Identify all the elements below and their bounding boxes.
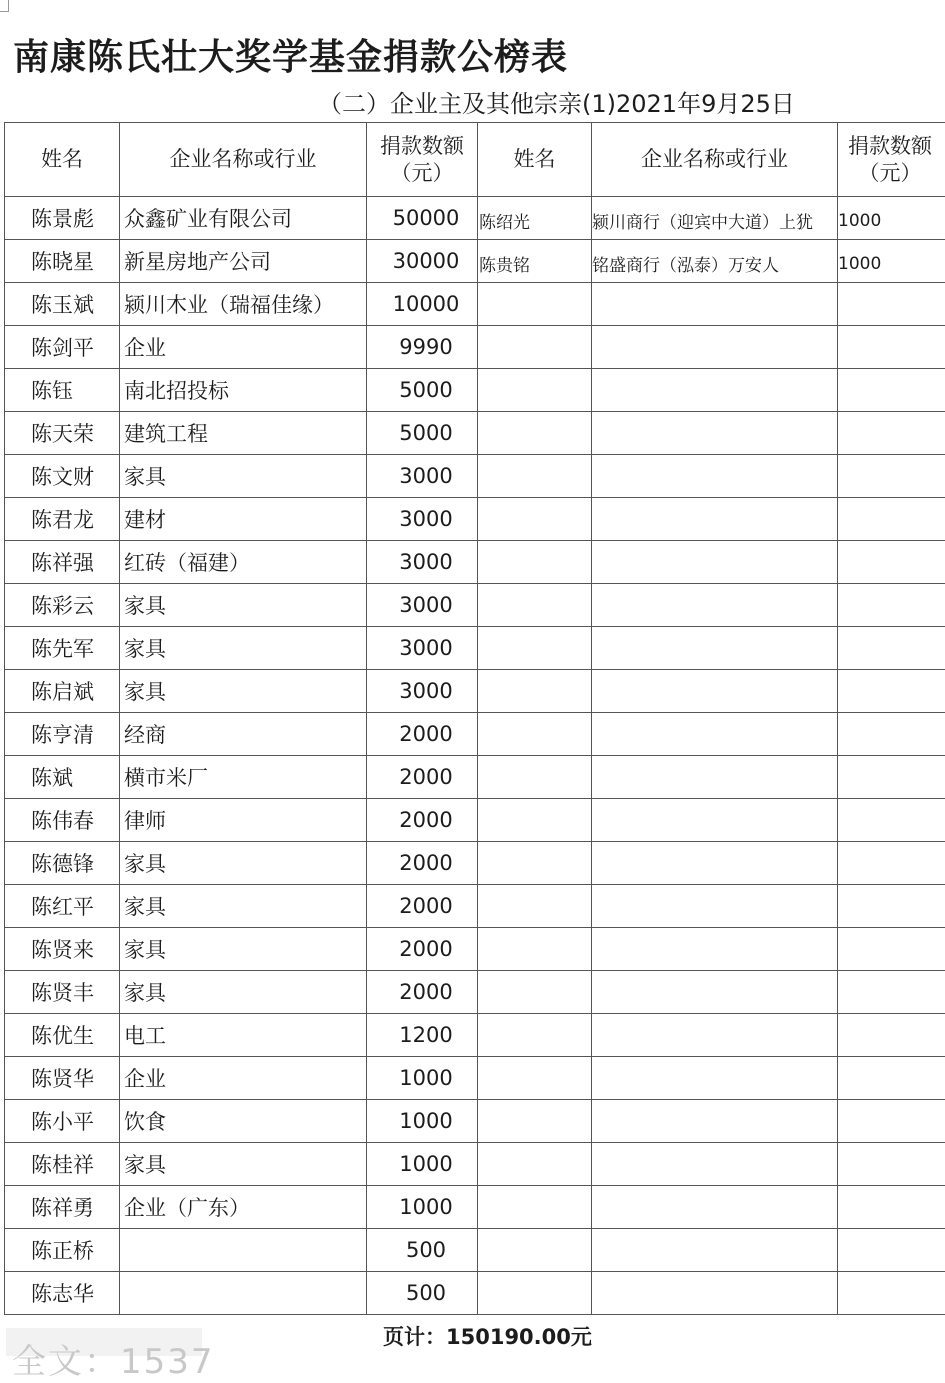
donor-industry: 家具 [124, 852, 166, 876]
donor-industry: 经商 [124, 723, 166, 747]
header-industry-right: 企业名称或行业 [641, 147, 788, 171]
donor-name: 陈伟春 [31, 809, 94, 833]
donor-industry: 企业 [124, 336, 166, 360]
grid-line [366, 122, 367, 1315]
donor-industry: 颍川商行（迎宾中大道）上犹 [592, 213, 813, 233]
donor-name: 陈天荣 [31, 422, 94, 446]
donor-industry: 电工 [124, 1024, 166, 1048]
donation-amount: 5000 [399, 378, 453, 402]
donor-name: 陈景彪 [31, 207, 94, 231]
donor-industry: 家具 [124, 680, 166, 704]
header-name-left: 姓名 [41, 147, 83, 171]
donor-name: 陈启斌 [31, 680, 94, 704]
donor-industry [124, 1229, 364, 1271]
donor-industry: 企业 [124, 1067, 166, 1091]
donation-amount: 5000 [399, 421, 453, 445]
header-amount-left: 捐款数额（元） [380, 134, 464, 185]
donor-name: 陈德锋 [31, 852, 94, 876]
donor-name: 陈钰 [31, 379, 73, 403]
donor-name: 陈亨清 [31, 723, 94, 747]
donor-name: 陈贤华 [31, 1067, 94, 1091]
donor-name: 陈祥勇 [31, 1196, 94, 1220]
donor-name: 陈剑平 [31, 336, 94, 360]
word-count-text: 全文：1537 [12, 1342, 215, 1382]
corner-mark [0, 0, 9, 12]
donor-name: 陈红平 [31, 895, 94, 919]
donor-name: 陈贤来 [31, 938, 94, 962]
donor-name: 陈贵铭 [479, 256, 530, 276]
donation-amount: 2000 [399, 765, 453, 789]
donor-industry: 律师 [124, 809, 166, 833]
donor-industry: 家具 [124, 981, 166, 1005]
donation-amount: 2000 [399, 894, 453, 918]
page-subtitle: （二）企业主及其他宗亲(1)2021年9月25日 [318, 90, 795, 118]
donation-amount: 500 [405, 1281, 447, 1305]
donor-industry: 颍川木业（瑞福佳缘） [124, 293, 334, 317]
donor-name: 陈志华 [31, 1282, 94, 1306]
donor-industry: 家具 [124, 637, 166, 661]
donor-industry [124, 1272, 364, 1314]
donation-amount: 1000 [838, 253, 882, 274]
donation-amount: 1200 [399, 1023, 453, 1047]
donor-name: 陈小平 [31, 1110, 94, 1134]
grid-line [837, 122, 838, 1315]
donor-industry: 家具 [124, 594, 166, 618]
word-count-overlay [6, 1328, 215, 1382]
donor-name: 陈祥强 [31, 551, 94, 575]
donation-amount: 3000 [399, 550, 453, 574]
donor-industry: 南北招投标 [124, 379, 229, 403]
donation-amount: 1000 [399, 1195, 453, 1219]
donor-industry: 建筑工程 [124, 422, 208, 446]
donation-amount: 3000 [399, 679, 453, 703]
donation-amount: 3000 [399, 636, 453, 660]
donation-amount: 2000 [399, 937, 453, 961]
donor-industry: 家具 [124, 1153, 166, 1177]
donor-name: 陈优生 [31, 1024, 94, 1048]
donation-amount: 3000 [399, 507, 453, 531]
donor-name: 陈彩云 [31, 594, 94, 618]
donor-industry: 众鑫矿业有限公司 [124, 207, 292, 231]
donation-amount: 1000 [399, 1152, 453, 1176]
donor-name: 陈先军 [31, 637, 94, 661]
donor-industry: 铭盛商行（泓泰）万安人 [592, 256, 779, 276]
donation-amount: 9990 [399, 335, 453, 359]
donor-name: 陈正桥 [31, 1239, 94, 1263]
donation-amount: 2000 [399, 808, 453, 832]
grid-line [4, 1314, 945, 1315]
donor-name: 陈文财 [31, 465, 94, 489]
donor-name: 陈晓星 [31, 250, 94, 274]
grid-line [591, 122, 592, 1315]
donation-amount: 2000 [399, 722, 453, 746]
donation-amount: 30000 [392, 249, 460, 273]
donation-amount: 1000 [399, 1109, 453, 1133]
page-title: 南康陈氏壮大奖学基金捐款公榜表 [13, 37, 569, 78]
donor-name: 陈绍光 [479, 213, 530, 233]
donation-amount: 10000 [392, 292, 460, 316]
donor-name: 陈贤丰 [31, 981, 94, 1005]
header-industry-left: 企业名称或行业 [169, 147, 317, 171]
donor-name: 陈玉斌 [31, 293, 94, 317]
donor-industry: 家具 [124, 938, 166, 962]
donation-amount: 50000 [392, 206, 460, 230]
header-amount-right: 捐款数额（元） [848, 134, 932, 185]
donor-industry: 新星房地产公司 [124, 250, 271, 274]
page-total: 页计：150190.00元 [383, 1325, 592, 1349]
donation-amount: 3000 [399, 593, 453, 617]
donation-amount: 3000 [399, 464, 453, 488]
donor-industry: 家具 [124, 465, 166, 489]
donation-amount: 1000 [838, 210, 882, 231]
donor-industry: 建材 [124, 508, 166, 532]
donor-name: 陈斌 [31, 766, 73, 790]
donor-industry: 企业（广东） [124, 1196, 250, 1220]
donor-industry: 饮食 [124, 1110, 166, 1134]
header-name-right: 姓名 [513, 147, 556, 171]
donor-industry: 红砖（福建） [124, 551, 250, 575]
grid-line [119, 122, 120, 1315]
donation-amount: 2000 [399, 980, 453, 1004]
donor-name: 陈君龙 [31, 508, 94, 532]
donor-industry: 家具 [124, 895, 166, 919]
donation-amount: 1000 [399, 1066, 453, 1090]
donation-amount: 2000 [399, 851, 453, 875]
donor-name: 陈桂祥 [31, 1153, 94, 1177]
donation-amount: 500 [405, 1238, 447, 1262]
grid-line [4, 122, 5, 1315]
donor-industry: 横市米厂 [124, 766, 208, 790]
